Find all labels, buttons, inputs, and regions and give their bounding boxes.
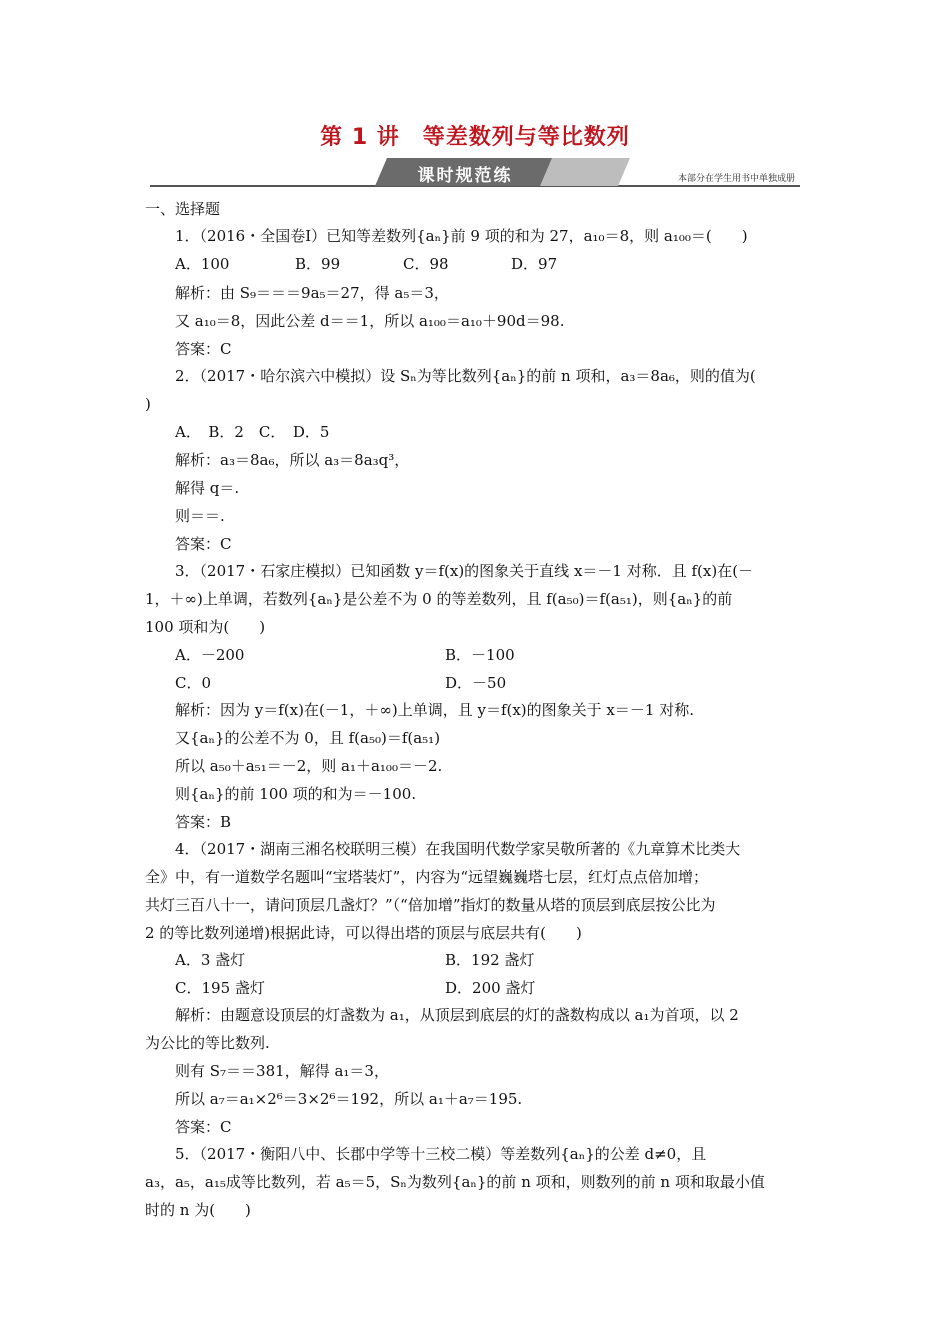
q4-stem: 4．（2017・湖南三湘名校联明三模）在我国明代数学家吴敬所著的《九章算术比类大 [175, 840, 741, 858]
q2-options: A． B．2 C． D．5 [175, 423, 330, 441]
banner-note: 本部分在学生用书中单独成册 [677, 174, 795, 184]
q2-stem: ) [145, 395, 151, 413]
q2-answer: 答案：C [175, 535, 232, 553]
section-label: 一、选择题 [145, 200, 221, 218]
q4-solution-line: 所以 a₇＝a₁×2⁶＝3×2⁶＝192，所以 a₁＋a₇＝195. [175, 1090, 523, 1108]
banner-label: 课时规范练 [417, 166, 513, 186]
page-title: 第 1 讲 等差数列与等比数列 [320, 125, 630, 150]
q4-option-c: C．195 盏灯 [175, 979, 265, 997]
section-banner [150, 158, 800, 188]
q5-stem: a₃，a₅，a₁₅成等比数列，若 a₅＝5，Sₙ为数列{aₙ}的前 n 项和，则数列的前 n 项和取最小值 [145, 1173, 765, 1191]
q3-option-c: C．0 [175, 674, 212, 692]
q4-option-b: B．192 盏灯 [445, 951, 535, 969]
q4-solution-line: 则有 S₇＝＝381，解得 a₁＝3， [175, 1062, 389, 1080]
q4-solution-line: 解析：由题意设顶层的灯盏数为 a₁，从顶层到底层的灯的盏数构成以 a₁为首项，以 2 [175, 1006, 739, 1024]
q3-answer: 答案：B [175, 813, 232, 831]
q3-solution-line: 又{aₙ}的公差不为 0，且 f(a₅₀)＝f(a₅₁) [175, 729, 441, 747]
q4-stem: 2 的等比数列递增)根据此诗，可以得出塔的顶层与底层共有( ) [145, 924, 582, 942]
q4-answer: 答案：C [175, 1118, 232, 1136]
q4-stem: 共灯三百八十一，请问顶层几盏灯？”（“倍加增”指灯的数量从塔的顶层到底层按公比为 [145, 896, 716, 914]
q2-solution-line: 解得 q＝. [175, 479, 240, 497]
q1-option-a: A．100 [175, 255, 230, 273]
q5-stem: 时的 n 为( ) [145, 1201, 251, 1219]
q3-option-a: A．－200 [175, 646, 245, 664]
q3-stem: 1，＋∞)上单调，若数列{aₙ}是公差不为 0 的等差数列，且 f(a₅₀)＝f(a₅₁)，则{aₙ}的前 [145, 590, 733, 608]
q1-stem: 1．（2016・全国卷Ⅰ）已知等差数列{aₙ}前 9 项的和为 27，a₁₀＝8，则 a₁₀₀＝( ) [175, 227, 748, 245]
q3-solution-line: 解析：因为 y＝f(x)在(－1，＋∞)上单调，且 y＝f(x)的图象关于 x＝－1 对称. [175, 701, 694, 719]
q3-solution-line: 则{aₙ}的前 100 项的和为＝－100. [175, 785, 417, 803]
q3-option-b: B．－100 [445, 646, 515, 664]
q1-option-d: D．97 [511, 255, 558, 273]
q1-option-b: B．99 [295, 255, 341, 273]
q4-option-a: A．3 盏灯 [175, 951, 246, 969]
q1-option-c: C．98 [403, 255, 449, 273]
q4-solution-line: 为公比的等比数列. [145, 1034, 270, 1052]
q2-solution-line: 则＝＝. [175, 507, 225, 525]
q1-solution-line: 解析：由 S₉＝＝＝9a₅＝27，得 a₅＝3， [175, 284, 449, 302]
q3-stem: 3．（2017・石家庄模拟）已知函数 y＝f(x)的图象关于直线 x＝－1 对称．且 f(x)在(－ [175, 562, 754, 580]
q4-stem: 全》中，有一道数学名题叫“宝塔装灯”，内容为“远望巍巍塔七层，红灯点点倍加增； [145, 868, 709, 886]
q1-answer: 答案：C [175, 340, 232, 358]
q5-stem: 5．（2017・衡阳八中、长郡中学等十三校二模）等差数列{aₙ}的公差 d≠0，且 [175, 1145, 707, 1163]
q3-option-d: D．－50 [445, 674, 507, 692]
q1-solution-line: 又 a₁₀＝8，因此公差 d＝＝1，所以 a₁₀₀＝a₁₀＋90d＝98. [175, 312, 565, 330]
q3-stem: 100 项和为( ) [145, 618, 266, 636]
q2-stem: 2．（2017・哈尔滨六中模拟）设 Sₙ为等比数列{aₙ}的前 n 项和，a₃＝8a₆，则的值为( [175, 367, 756, 385]
q2-solution-line: 解析：a₃＝8a₆，所以 a₃＝8a₃q³， [175, 451, 410, 469]
q3-solution-line: 所以 a₅₀＋a₅₁＝－2，则 a₁＋a₁₀₀＝－2. [175, 757, 443, 775]
q4-option-d: D．200 盏灯 [445, 979, 536, 997]
